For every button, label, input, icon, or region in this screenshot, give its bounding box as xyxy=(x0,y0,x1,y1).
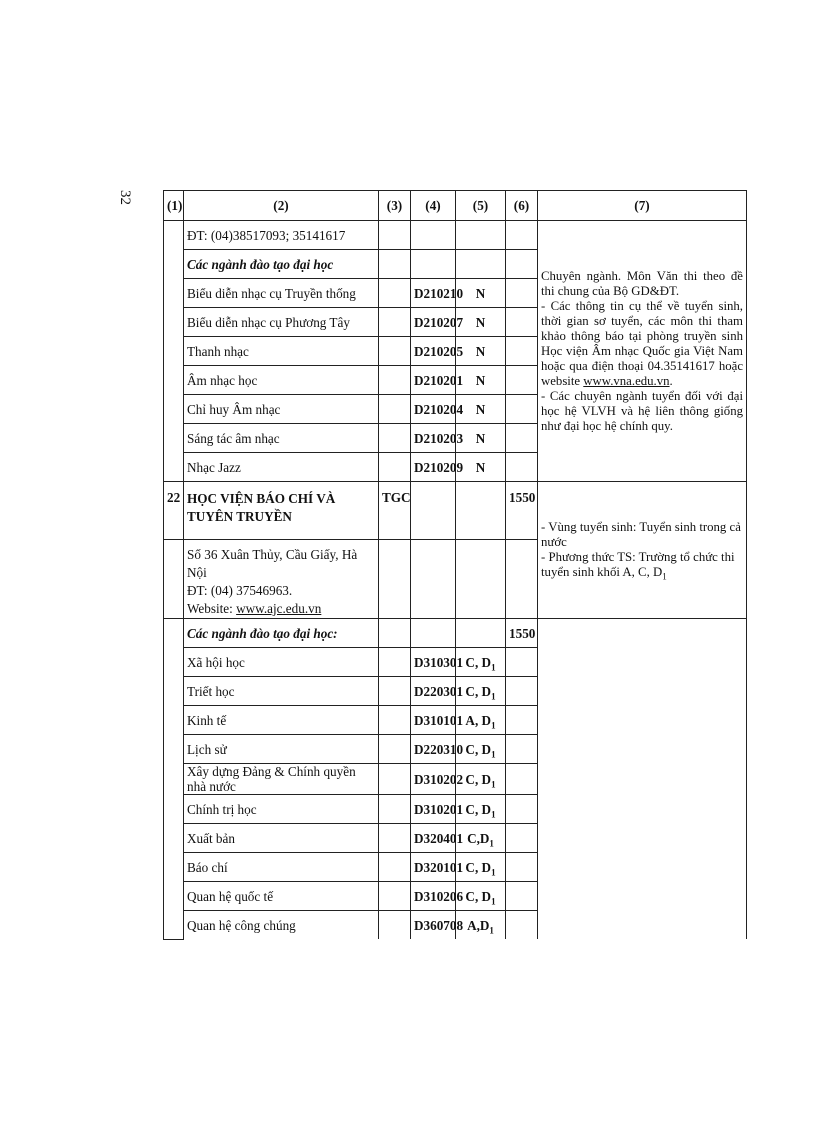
major-name: Quan hệ công chúng xyxy=(184,911,379,940)
exam-block: C, $D_1$ xyxy=(456,764,506,795)
major-name: Xuất bản xyxy=(184,824,379,853)
exam-block: C, $D_1$ xyxy=(456,853,506,882)
note-paragraph: Chuyên ngành. Môn Văn thi theo đề thi chung của Bộ GD&ĐT. xyxy=(541,268,743,298)
major-name: Kinh tế xyxy=(184,706,379,735)
exam-block: C, $D_1$ xyxy=(456,648,506,677)
major-code: D210210 xyxy=(411,279,456,308)
col-header-6: (6) xyxy=(506,191,538,221)
exam-block: C, $D_1$ xyxy=(456,677,506,706)
exam-block: N xyxy=(456,337,506,366)
note-paragraph: - Các thông tin cụ thể về tuyển sinh, thời gian sơ tuyển, các môn thi tham khảo thông báo tại phòng truyền sinh Học viện Âm nhạc Quốc gia Việt Nam hoặc qua điện thoại 04.35141617 hoặc website www.vna.edu.vn. xyxy=(541,298,743,388)
major-code: D310201 xyxy=(411,795,456,824)
address: Số 36 Xuân Thủy, Cầu Giấy, Hà Nội xyxy=(187,547,358,580)
exam-block: C, $D_1$ xyxy=(456,735,506,764)
stt-cell xyxy=(164,221,184,482)
note-paragraph: - Vùng tuyển sinh: Tuyển sinh trong cả nước xyxy=(541,520,741,549)
phone: ĐT: (04) 37546963. xyxy=(187,583,293,598)
major-code: D310202 xyxy=(411,764,456,795)
exam-block: N xyxy=(456,366,506,395)
major-name: Nhạc Jazz xyxy=(184,453,379,482)
website-link[interactable]: www.ajc.edu.vn xyxy=(236,601,322,616)
major-name: Báo chí xyxy=(184,853,379,882)
exam-block: C, $D_1$ xyxy=(456,882,506,911)
school-name: HỌC VIỆN BÁO CHÍ VÀ TUYÊN TRUYỀN xyxy=(184,482,379,540)
table-row xyxy=(164,619,747,648)
table-row xyxy=(164,482,747,540)
table-header-row xyxy=(164,191,747,221)
major-code: D360708 xyxy=(411,911,456,940)
major-name: Quan hệ quốc tế xyxy=(184,882,379,911)
notes-cell xyxy=(538,482,747,619)
major-name: Thanh nhạc xyxy=(184,337,379,366)
contact-cell xyxy=(184,540,379,619)
exam-block: N xyxy=(456,395,506,424)
major-code: D320101 xyxy=(411,853,456,882)
notes-cell xyxy=(538,221,747,482)
section-quota: 1550 xyxy=(506,619,538,648)
major-code: D210203 xyxy=(411,424,456,453)
school-code: TGC xyxy=(379,482,411,540)
exam-block: N xyxy=(456,453,506,482)
major-code: D320401 xyxy=(411,824,456,853)
col-header-3: (3) xyxy=(379,191,411,221)
section-title: Các ngành đào tạo đại học xyxy=(184,250,379,279)
major-code: D310101 xyxy=(411,706,456,735)
major-code: D210204 xyxy=(411,395,456,424)
major-name: Chính trị học xyxy=(184,795,379,824)
col-header-1: (1) xyxy=(164,191,184,221)
major-code: D220301 xyxy=(411,677,456,706)
quota-cell: 1550 xyxy=(506,482,538,540)
major-name: Xây dựng Đảng & Chính quyền nhà nước xyxy=(184,764,379,795)
col-header-7: (7) xyxy=(538,191,747,221)
page-number: 32 xyxy=(117,190,133,205)
major-code: D210205 xyxy=(411,337,456,366)
col-header-5: (5) xyxy=(456,191,506,221)
major-name: Triết học xyxy=(184,677,379,706)
exam-block: $A,D_1$ xyxy=(456,911,506,940)
website-link[interactable]: www.vna.edu.vn xyxy=(583,373,670,388)
website: Website: www.ajc.edu.vn xyxy=(187,601,322,616)
stt-cell: 22 xyxy=(164,482,184,540)
exam-block: A, $D_1$ xyxy=(456,706,506,735)
major-name: Sáng tác âm nhạc xyxy=(184,424,379,453)
col-header-4: (4) xyxy=(411,191,456,221)
exam-block: N xyxy=(456,424,506,453)
major-code: D210201 xyxy=(411,366,456,395)
note-paragraph: - Phương thức TS: Trường tổ chức thi tuyển sinh khối A, C, $D_1$ xyxy=(541,550,735,582)
exam-block: N xyxy=(456,279,506,308)
admission-table xyxy=(163,190,747,940)
major-name: Biểu diễn nhạc cụ Phương Tây xyxy=(184,308,379,337)
col-header-2: (2) xyxy=(184,191,379,221)
major-name: Biểu diễn nhạc cụ Truyền thống xyxy=(184,279,379,308)
major-code: D310301 xyxy=(411,648,456,677)
major-name: Chỉ huy Âm nhạc xyxy=(184,395,379,424)
major-code: D220310 xyxy=(411,735,456,764)
section-title: Các ngành đào tạo đại học: xyxy=(184,619,379,648)
exam-block: C, $D_1$ xyxy=(456,795,506,824)
major-code: D210209 xyxy=(411,453,456,482)
major-code: D210207 xyxy=(411,308,456,337)
phone-cell: ĐT: (04)38517093; 35141617 xyxy=(184,221,379,250)
table-row xyxy=(164,221,747,250)
major-name: Âm nhạc học xyxy=(184,366,379,395)
major-name: Lịch sử xyxy=(184,735,379,764)
major-code: D310206 xyxy=(411,882,456,911)
exam-block: $C,D_1$ xyxy=(456,824,506,853)
note-paragraph: - Các chuyên ngành tuyển đối với đại học hệ VLVH và hệ liên thông giống như đại học hệ chính quy. xyxy=(541,388,743,433)
exam-block: N xyxy=(456,308,506,337)
major-name: Xã hội học xyxy=(184,648,379,677)
